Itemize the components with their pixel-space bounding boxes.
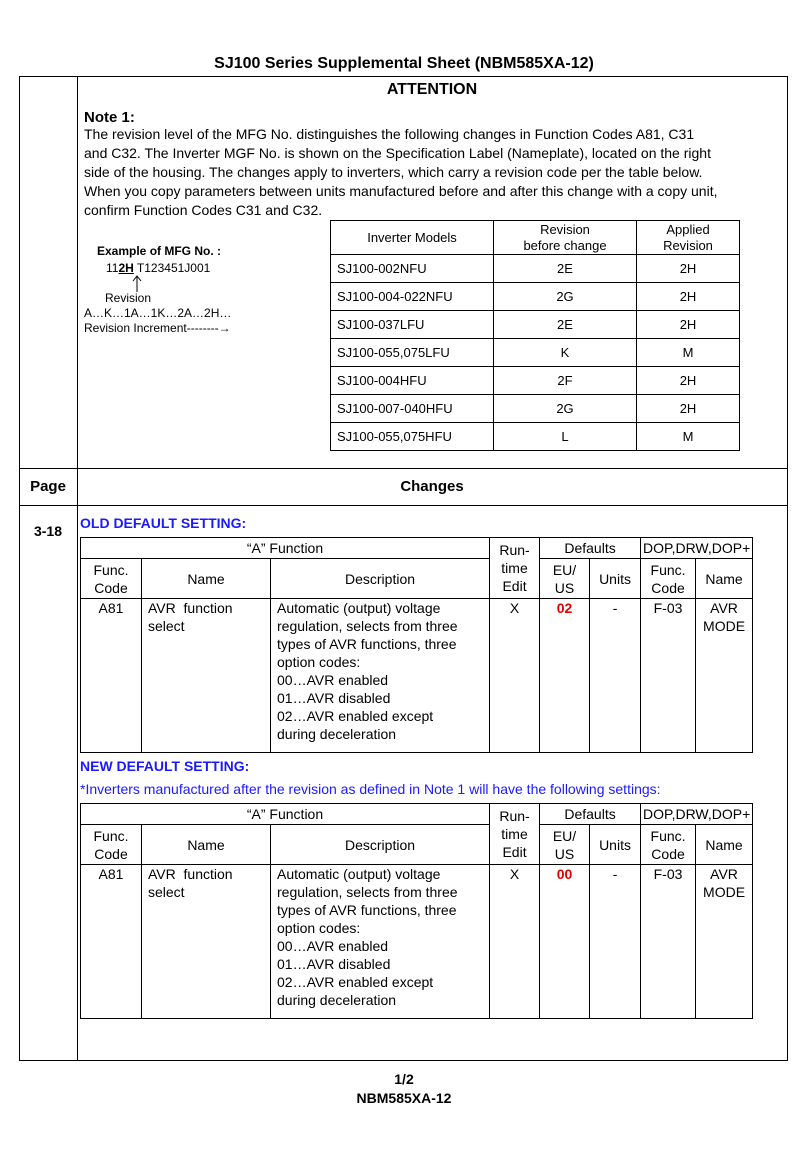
- table-header-row: [81, 804, 753, 825]
- table-row: [331, 367, 740, 395]
- description-line: option codes:: [277, 654, 361, 670]
- default-value-cell: 00: [540, 865, 590, 1019]
- note-line: and C32. The Inverter MGF No. is shown on the Specification Label (Nameplate), located on the right: [84, 145, 711, 161]
- header-inverter-models: Inverter Models: [331, 221, 494, 255]
- model-cell: SJ100-002NFU: [331, 255, 494, 283]
- description-line: 02…AVR enabled except: [277, 708, 434, 724]
- header-text: Revision: [540, 221, 590, 237]
- header-text: Func.: [650, 827, 686, 844]
- note-heading: Note 1:: [84, 109, 135, 126]
- model-cell: SJ100-055,075HFU: [331, 423, 494, 451]
- runtime-edit-cell: X: [490, 599, 540, 753]
- header-func-code: [81, 559, 142, 599]
- op-name-text: AVR: [710, 866, 738, 882]
- name-text: AVR function: [148, 866, 233, 882]
- header-text: EU/: [552, 827, 577, 844]
- header-a-function: “A” Function: [81, 804, 490, 825]
- units-cell: -: [590, 599, 641, 753]
- note-body: [84, 125, 784, 220]
- header-revision-before: [494, 221, 637, 255]
- page-title: SJ100 Series Supplemental Sheet (NBM585XA-12): [214, 55, 594, 72]
- runtime-edit-cell: X: [490, 865, 540, 1019]
- page-reference: 3-18: [33, 523, 63, 539]
- note-line: side of the housing. The changes apply to inverters, which carry a revision code per the table below.: [84, 164, 703, 180]
- header-text: Code: [94, 845, 128, 862]
- op-name-text: AVR: [710, 600, 738, 616]
- table-row: [331, 255, 740, 283]
- description-line: Automatic (output) voltage: [277, 866, 441, 882]
- changes-header-bottom-line: [19, 505, 788, 506]
- description-line: types of AVR functions, three: [277, 636, 457, 652]
- table-row: [331, 395, 740, 423]
- op-name-cell: [696, 599, 753, 753]
- header-applied-revision: [637, 221, 740, 255]
- header-eu-us: [540, 559, 590, 599]
- table-row: [331, 311, 740, 339]
- default-value-cell: 02: [540, 599, 590, 753]
- description-line: types of AVR functions, three: [277, 902, 457, 918]
- header-description: Description: [271, 559, 490, 599]
- description-cell: [271, 865, 490, 1019]
- table-header-row: [81, 538, 753, 559]
- table-header-row: [81, 825, 753, 865]
- revision-sequence: A…K…1A…1K…2A…2H…: [84, 306, 232, 320]
- model-cell: SJ100-037LFU: [331, 311, 494, 339]
- header-units: Units: [590, 825, 641, 865]
- mfg-number-example: [106, 261, 210, 275]
- header-text: Func.: [93, 827, 129, 844]
- revision-label: Revision: [105, 291, 152, 305]
- before-cell: 2E: [494, 255, 637, 283]
- table-row: [331, 423, 740, 451]
- header-dop: DOP,DRW,DOP+: [641, 538, 753, 559]
- attention-heading: ATTENTION: [386, 81, 478, 98]
- header-a-function: “A” Function: [81, 538, 490, 559]
- header-text: Func.: [93, 561, 129, 578]
- header-runtime-edit: [490, 538, 540, 599]
- revision-increment-label: Revision Increment--------→: [84, 321, 231, 335]
- header-eu-us: [540, 825, 590, 865]
- op-name-cell: [696, 865, 753, 1019]
- units-cell: -: [590, 865, 641, 1019]
- table-row: [81, 599, 753, 753]
- before-cell: 2F: [494, 367, 637, 395]
- func-code-cell: A81: [81, 599, 142, 753]
- header-defaults: Defaults: [540, 538, 641, 559]
- func-code-cell: A81: [81, 865, 142, 1019]
- footer-doc-id: NBM585XA-12: [356, 1090, 452, 1106]
- op-name-text: MODE: [703, 618, 746, 634]
- name-cell: [142, 599, 271, 753]
- header-text: Edit: [502, 578, 527, 594]
- frame-left-line: [19, 76, 20, 1061]
- header-description: Description: [271, 825, 490, 865]
- op-func-code-cell: F-03: [641, 599, 696, 753]
- header-op-func-code: [641, 825, 696, 865]
- header-units: Units: [590, 559, 641, 599]
- description-cell: [271, 599, 490, 753]
- header-text: Edit: [502, 844, 527, 860]
- name-cell: [142, 865, 271, 1019]
- before-cell: 2G: [494, 395, 637, 423]
- header-text: Revision: [663, 237, 713, 253]
- header-runtime-edit: [490, 804, 540, 865]
- description-line: option codes:: [277, 920, 361, 936]
- header-name: Name: [142, 559, 271, 599]
- page-column-header: Page: [30, 478, 66, 495]
- new-default-note: *Inverters manufactured after the revision as defined in Note 1 will have the following settings:: [80, 781, 661, 797]
- note-line: The revision level of the MFG No. distinguishes the following changes in Function Codes A81, C31: [84, 126, 695, 142]
- header-text: Run-: [499, 542, 530, 558]
- description-line: 02…AVR enabled except: [277, 974, 434, 990]
- header-op-name: Name: [696, 559, 753, 599]
- note-line: confirm Function Codes C31 and C32.: [84, 202, 323, 218]
- header-text: Applied: [666, 221, 710, 237]
- description-line: regulation, selects from three: [277, 618, 458, 634]
- changes-header-top-line: [19, 468, 788, 469]
- header-text: time: [501, 560, 528, 576]
- new-default-heading: NEW DEFAULT SETTING:: [80, 758, 250, 774]
- description-line: Automatic (output) voltage: [277, 600, 441, 616]
- description-line: 00…AVR enabled: [277, 672, 389, 688]
- table-header-row: [331, 221, 740, 255]
- new-function-table: [80, 803, 753, 1019]
- before-cell: 2G: [494, 283, 637, 311]
- table-header-row: [81, 559, 753, 599]
- frame-column-divider: [77, 76, 78, 1061]
- header-op-func-code: [641, 559, 696, 599]
- applied-cell: 2H: [637, 367, 740, 395]
- applied-cell: M: [637, 339, 740, 367]
- changes-column-header: Changes: [400, 478, 464, 495]
- header-defaults: Defaults: [540, 804, 641, 825]
- header-text: before change: [523, 237, 607, 253]
- mfg-prefix: 11: [106, 261, 119, 275]
- op-name-text: MODE: [703, 884, 746, 900]
- header-op-name: Name: [696, 825, 753, 865]
- old-function-table: [80, 537, 753, 753]
- before-cell: 2E: [494, 311, 637, 339]
- applied-cell: 2H: [637, 255, 740, 283]
- footer-page-number: 1/2: [394, 1071, 414, 1087]
- header-text: Code: [651, 579, 685, 596]
- model-cell: SJ100-004-022NFU: [331, 283, 494, 311]
- before-cell: K: [494, 339, 637, 367]
- frame-top-line: [19, 76, 788, 77]
- header-text: EU/: [552, 561, 577, 578]
- name-text: AVR function: [148, 600, 233, 616]
- name-text: select: [148, 884, 185, 900]
- description-line: 01…AVR disabled: [277, 956, 391, 972]
- note-line: When you copy parameters between units manufactured before and after this change with a copy unit,: [84, 183, 718, 199]
- table-row: [331, 283, 740, 311]
- description-line: 00…AVR enabled: [277, 938, 389, 954]
- mfg-suffix: T123451J001: [133, 261, 211, 275]
- frame-bottom-line: [19, 1060, 788, 1061]
- description-line: during deceleration: [277, 992, 397, 1008]
- header-func-code: [81, 825, 142, 865]
- op-func-code-cell: F-03: [641, 865, 696, 1019]
- model-cell: SJ100-007-040HFU: [331, 395, 494, 423]
- example-heading: Example of MFG No. :: [97, 244, 222, 258]
- header-text: Code: [651, 845, 685, 862]
- applied-cell: 2H: [637, 283, 740, 311]
- header-name: Name: [142, 825, 271, 865]
- mfg-revision-code: 2H: [118, 261, 134, 275]
- header-text: Run-: [499, 808, 530, 824]
- header-dop: DOP,DRW,DOP+: [641, 804, 753, 825]
- description-line: regulation, selects from three: [277, 884, 458, 900]
- header-text: time: [501, 826, 528, 842]
- header-text: Func.: [650, 561, 686, 578]
- model-cell: SJ100-004HFU: [331, 367, 494, 395]
- old-default-heading: OLD DEFAULT SETTING:: [80, 515, 247, 531]
- description-line: 01…AVR disabled: [277, 690, 391, 706]
- description-line: during deceleration: [277, 726, 397, 742]
- table-row: [331, 339, 740, 367]
- before-cell: L: [494, 423, 637, 451]
- applied-cell: 2H: [637, 395, 740, 423]
- header-text: US: [554, 845, 575, 862]
- header-text: US: [554, 579, 575, 596]
- header-text: Code: [94, 579, 128, 596]
- frame-right-line: [787, 76, 788, 1061]
- applied-cell: 2H: [637, 311, 740, 339]
- model-cell: SJ100-055,075LFU: [331, 339, 494, 367]
- table-row: [81, 865, 753, 1019]
- applied-cell: M: [637, 423, 740, 451]
- revision-table: [330, 220, 740, 451]
- name-text: select: [148, 618, 185, 634]
